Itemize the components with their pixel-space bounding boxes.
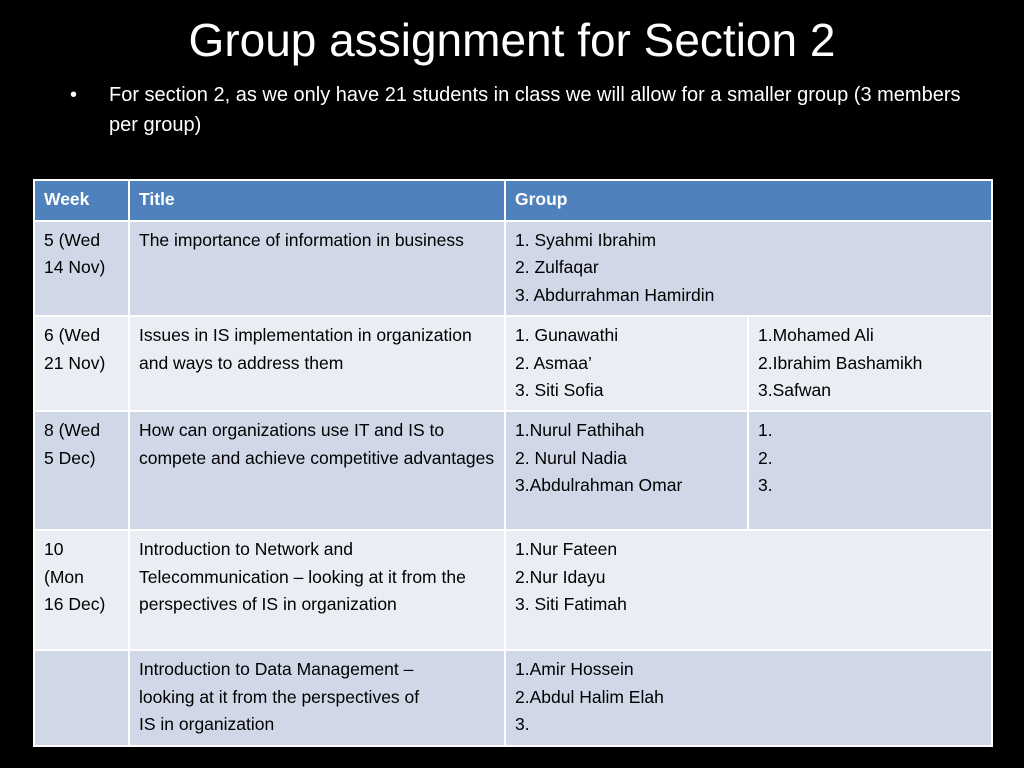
group-member: 1. Syahmi Ibrahim (515, 230, 657, 250)
group-member: 1.Nur Fateen (515, 539, 618, 560)
group-member: 2. Zulfaqar (515, 257, 599, 278)
group-cell (505, 650, 992, 745)
group-member: 1. (758, 420, 773, 441)
title-cell: How can organizations use IT and IS to compete and achieve competitive advantages (129, 411, 505, 530)
week-line: 10 (44, 539, 64, 560)
title-line: looking at it from the perspectives of (139, 686, 420, 707)
week-cell (34, 221, 129, 316)
group-member: 1. Gunawathi (515, 325, 619, 346)
week-cell (34, 316, 129, 411)
week-line: 14 Nov) (44, 257, 106, 278)
group-member: 2.Nur Idayu (515, 566, 606, 587)
slide-title: Group assignment for Section 2 (188, 14, 836, 66)
group-assignment-table (33, 179, 993, 747)
group-cell (505, 530, 992, 650)
group-member: 3. Siti Sofia (515, 380, 604, 401)
group-member: 2. Nurul Nadia (515, 447, 627, 468)
week-line: 5 Dec) (44, 447, 96, 468)
table-row (34, 650, 992, 745)
group-member: 2.Ibrahim Bashamikh (758, 352, 923, 373)
table-row (34, 221, 992, 316)
bullet-point (64, 80, 984, 140)
header-title: Title (129, 180, 505, 221)
group-cell (505, 221, 992, 316)
title-line: Introduction to Data Management – (139, 659, 414, 680)
title-cell: Issues in IS implementation in organization and ways to address them (129, 316, 505, 411)
week-line: (Mon (44, 566, 84, 587)
group-cell-b (748, 411, 992, 530)
week-line: 5 (Wed (44, 230, 101, 250)
title-cell (129, 650, 505, 745)
table-row (34, 530, 992, 650)
week-line: 21 Nov) (44, 352, 106, 373)
group-member: 3. (515, 714, 530, 735)
bullet-icon: • (70, 84, 78, 106)
group-cell-a (505, 316, 748, 411)
title-line: IS in organization (139, 714, 275, 735)
week-line: 6 (Wed (44, 325, 101, 346)
table-row (34, 316, 992, 411)
header-group: Group (505, 180, 992, 221)
group-member: 1.Nurul Fathihah (515, 420, 645, 441)
week-line: 16 Dec) (44, 594, 106, 615)
week-line: 8 (Wed (44, 420, 101, 441)
group-member: 1.Amir Hossein (515, 659, 634, 680)
week-cell (34, 530, 129, 650)
group-member: 3.Abdulrahman Omar (515, 475, 683, 496)
group-member: 3. (758, 475, 773, 496)
title-cell: Introduction to Network and Telecommunication – looking at it from the perspectives of IS in organization (129, 530, 505, 650)
title-cell: The importance of information in business (129, 221, 505, 316)
bullet-text: For section 2, as we only have 21 students in class we will allow for a smaller group (3 members per group) (109, 84, 961, 136)
group-member: 1.Mohamed Ali (758, 325, 874, 346)
group-cell-b (748, 316, 992, 411)
group-member: 3. Siti Fatimah (515, 594, 627, 615)
week-cell (34, 650, 129, 745)
group-member: 2. Asmaa’ (515, 352, 592, 373)
group-member: 3.Safwan (758, 380, 831, 401)
table-header-row (34, 180, 992, 221)
group-member: 2. (758, 447, 773, 468)
group-member: 2.Abdul Halim Elah (515, 686, 664, 707)
group-cell-a (505, 411, 748, 530)
group-member: 3. Abdurrahman Hamirdin (515, 284, 715, 305)
header-week: Week (34, 180, 129, 221)
table-row (34, 411, 992, 530)
week-cell (34, 411, 129, 530)
